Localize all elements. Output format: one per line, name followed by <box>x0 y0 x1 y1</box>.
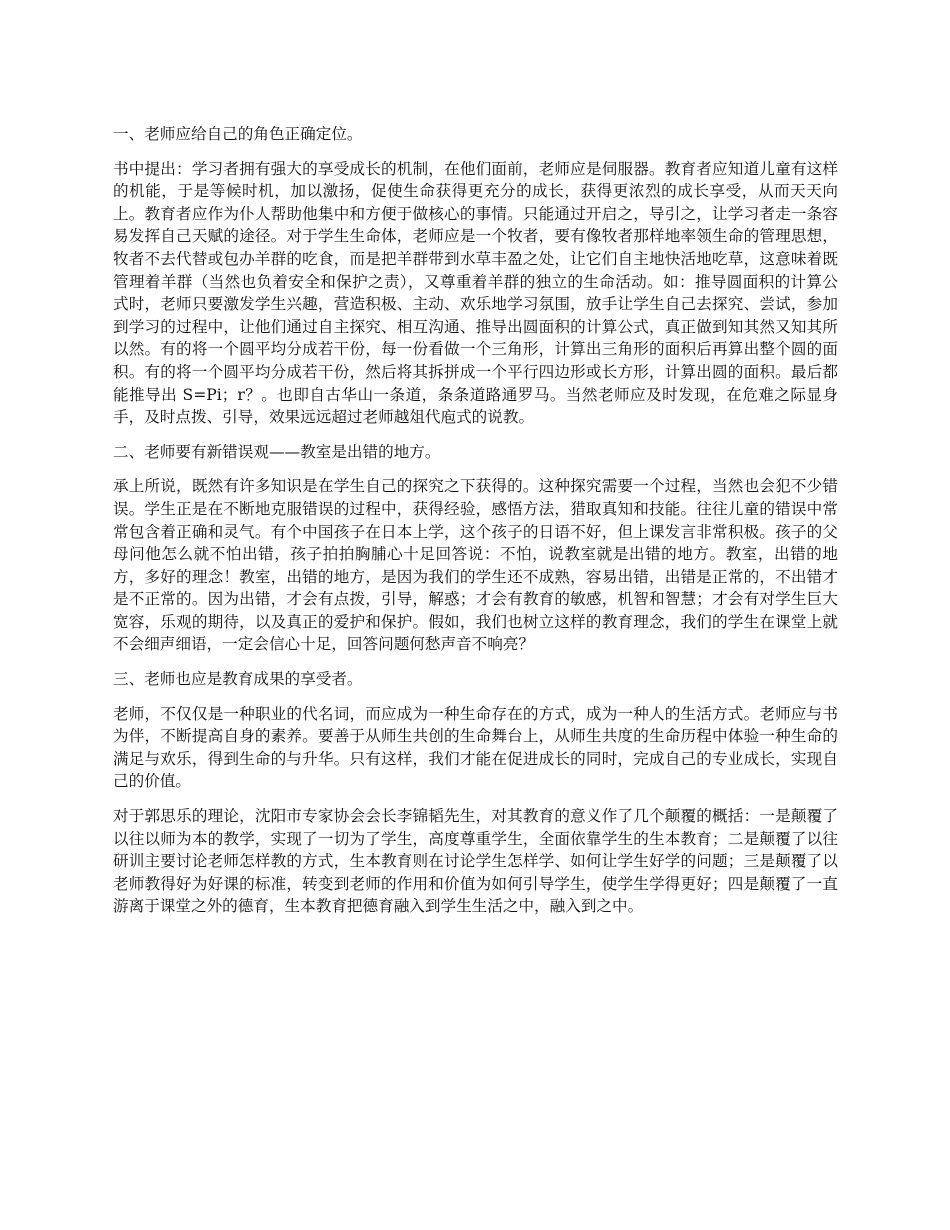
section-heading-3: 三、老师也应是教育成果的享受者。 <box>113 670 363 689</box>
section-heading-1: 一、老师应给自己的角色正确定位。 <box>113 125 363 143</box>
section-2-paragraph-1: 承上所说，既然有许多知识是在学生自己的探究之下获得的。这种探究需要一个过程，当然也会犯不少错误。学生正是在不断地克服错误的过程中，获得经验，感悟方法，猎取真知和技能。往往儿童的错误中常常包含着正确和灵气。有个中国孩子在日本上学，这个孩子的日语不好，但上课发言非常积极。孩子的父母问他怎么就不怕出错，孩子拍拍胸脯心十足回答说：不怕，说教室就是出错的地方。教室，出错的地方，多好的理念！教室，出错的地方，是因为我们的学生还不成熟，容易出错，出错是正常的，不出错才是不正常的。因为出错，才会有点拨，引导，解惑；才会有教育的敏感，机智和智慧；才会有对学生巨大宽容，乐观的期待，以及真正的爱护和保护。假如，我们也树立这样的教育理念，我们的学生在课堂上就不会细声细语，一定会信心十足，回答问题何愁声音不响亮？ <box>113 477 838 654</box>
section-3-paragraph-2: 对于郭思乐的理论，沈阳市专家协会会长李锦韬先生，对其教育的意义作了几个颠覆的概括：一是颠覆了以往以师为本的教学，实现了一切为了学生，高度尊重学生，全面依靠学生的生本教育；二是颠覆了以往研训主要讨论老师怎样教的方式，生本教育则在讨论学生怎样学、如何让学生好学的问题；三是颠覆了以老师教得好为好课的标准，转变到老师的作用和价值为如何引导学生，使学生学得更好；四是颠覆了一直游离于课堂之外的德育，生本教育把德育融入到学生生活之中，融入到之中。 <box>113 807 838 916</box>
document-body <box>113 123 838 930</box>
section-heading-2: 二、老师要有新错误观——教室是出错的地方。 <box>113 442 441 461</box>
section-1-paragraph-1: 书中提出：学习者拥有强大的享受成长的机制，在他们面前，老师应是伺服器。教育者应知道儿童有这样的机能，于是等候时机，加以激扬，促使生命获得更充分的成长，获得更浓烈的成长享受，从而天天向上。教育者应作为仆人帮助他集中和方便于做核心的事情。只能通过开启之，导引之，让学习者走一条容易发挥自己天赋的途径。对于学生生命体，老师应是一个牧者，要有像牧者那样地率领生命的管理思想，牧者不去代替或包办羊群的吃食，而是把羊群带到水草丰盈之处，让它们自主地快活地吃草，这意味着既管理着羊群（当然也负着安全和保护之责），又尊重着羊群的独立的生命活动。如：推导圆面积的计算公式时，老师只要激发学生兴趣，营造积极、主动、欢乐地学习氛围，放手让学生自己去探究、尝试，参加到学习的过程中，让他们通过自主探究、相互沟通、推导出圆面积的计算公式，真正做到知其然又知其所以然。有的将一个圆平均分成若干份，每一份看做一个三角形，计算出三角形的面积后再算出整个圆的面积。有的将一个圆平均分成若干份，然后将其拆拼成一个平行四边形或长方形，计算出圆的面积。最后都能推导出 S=Pi；r？。也即自古华山一条道，条条道路通罗马。当然老师应及时发现，在危难之际显身手，及时点拨、引导，效果远远超过老师越俎代庖式的说教。 <box>113 159 838 427</box>
section-3-paragraph-1: 老师，不仅仅是一种职业的代名词，而应成为一种生命存在的方式，成为一种人的生活方式。老师应与书为伴，不断提高自身的素养。要善于从师生共创的生命舞台上，从师生共度的生命历程中体验一种生命的满足与欢乐，得到生命的与升华。只有这样，我们才能在促进成长的同时，完成自己的专业成长，实现自己的价值。 <box>113 704 838 791</box>
